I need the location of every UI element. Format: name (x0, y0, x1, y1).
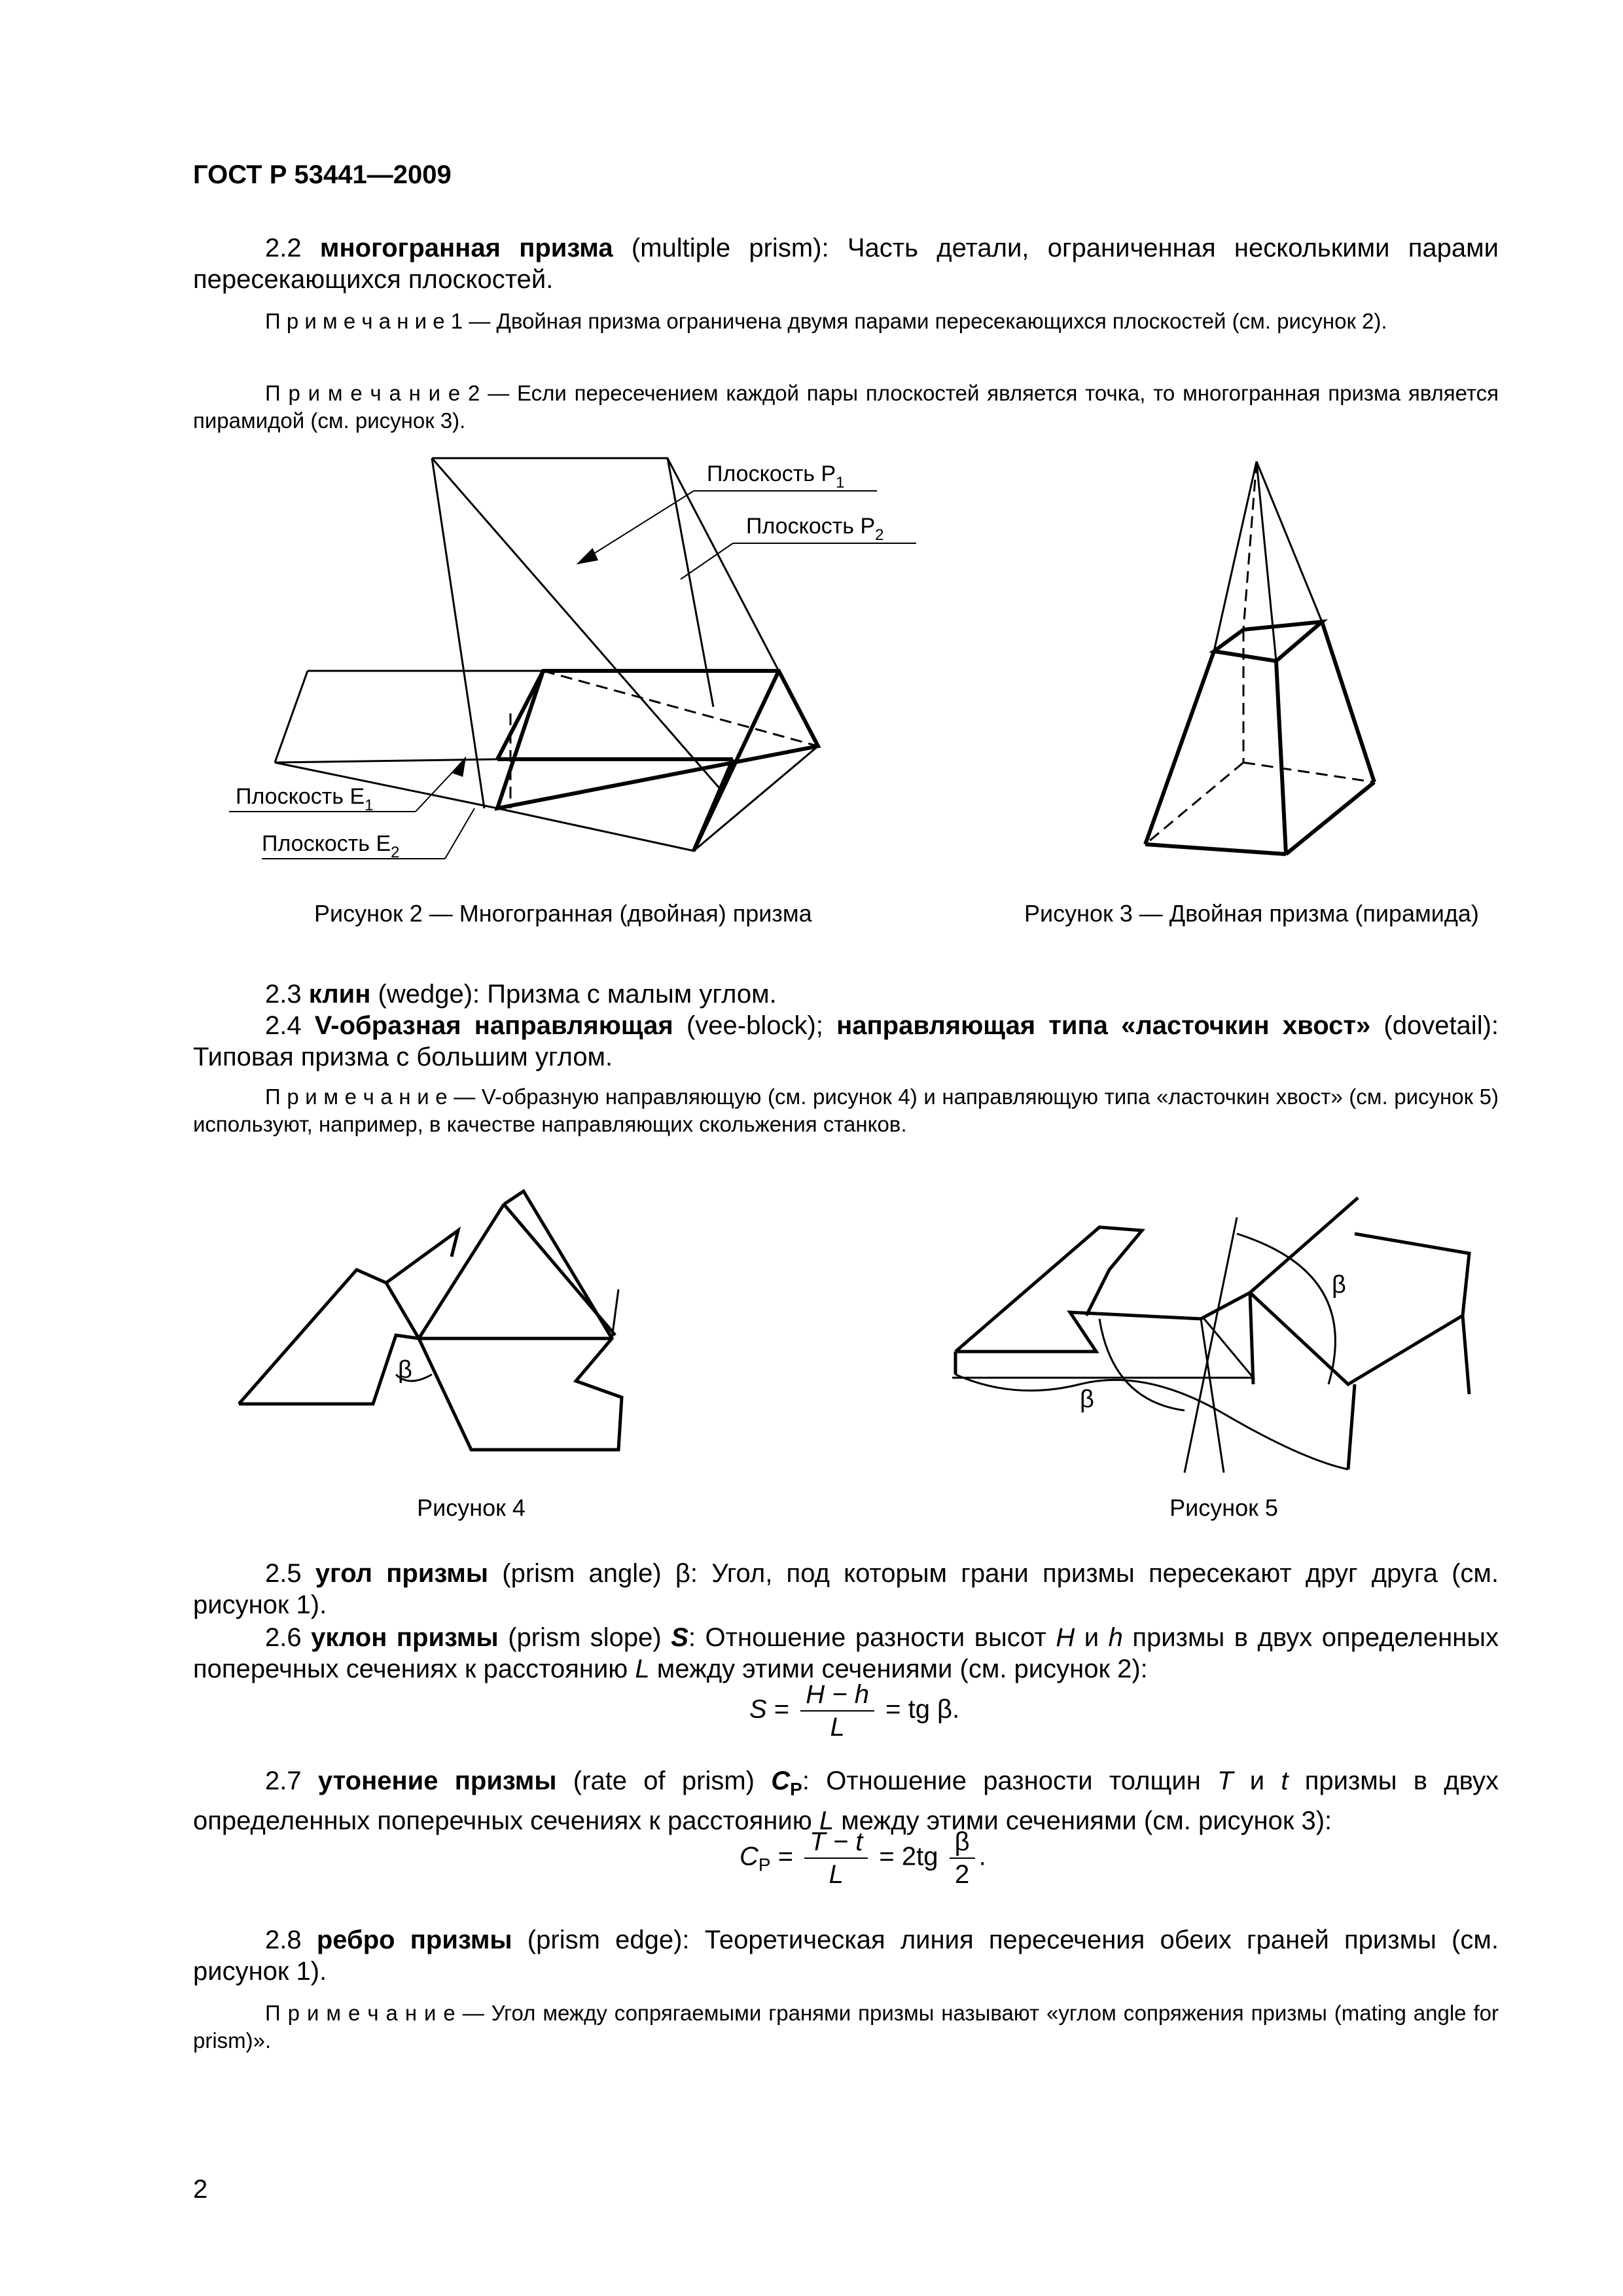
term: клин (308, 980, 371, 1009)
clause-text: (prism edge): Теоретическая линия пересечения обеих граней призмы (см. рисунок 1). (193, 1926, 1499, 1986)
figure-5-beta-1: β (1080, 1386, 1094, 1413)
figure-2 (223, 445, 942, 890)
figure-5-beta-2: β (1332, 1271, 1346, 1299)
note-label: П р и м е ч а н и е (265, 2001, 455, 2025)
clause-number: 2.6 (265, 1623, 302, 1652)
clause-2-8 (193, 1924, 1499, 1987)
label-plane-e2: Плоскость $E_2$ (262, 831, 400, 861)
label-plane-p1: Плоскость $P_1$ (707, 461, 845, 492)
fraction: $\frac{T - t}{L}$ (804, 1826, 868, 1890)
note-2 (193, 380, 1499, 435)
term: уклон призмы (311, 1623, 499, 1652)
note-label: П р и м е ч а н и е (265, 381, 461, 405)
term: многогранная призма (319, 234, 613, 262)
fraction: $\frac{H - h}{L}$ (800, 1679, 874, 1743)
clause-2-2 (193, 232, 1499, 295)
document-header: ГОСТ Р 53441—2009 (193, 160, 452, 189)
clause-text: (dovetail): Типовая призма с большим углом. (193, 1011, 1499, 1071)
figure-4-caption: Рисунок 4 (417, 1494, 526, 1521)
label-plane-p2: Плоскость $P_2$ (746, 514, 884, 544)
figure-2-drawing (223, 445, 942, 890)
note-label: П р и м е ч а н и е (265, 1085, 448, 1109)
figure-4 (236, 1178, 641, 1466)
figure-5-drawing (949, 1158, 1486, 1479)
clause-text: (wedge): Призма с малым углом. (370, 980, 777, 1009)
figure-5-caption: Рисунок 5 (1169, 1494, 1278, 1521)
clause-number: 2.8 (265, 1926, 302, 1954)
clause-2-4: 2.4 V-образная направляющая (vee-block); направляющая типа «ласточкин хвост» (dovetail): Типовая призма с большим углом. (193, 1011, 1499, 1071)
page-number: 2 (193, 2175, 208, 2204)
note-1 (193, 308, 1499, 335)
note-text: 2 — Если пересечением каждой пары плоскостей является точка, то многогранная призма является пирамидой (см. рисунок 3). (193, 381, 1499, 433)
note-4 (193, 2000, 1499, 2054)
clause-number: 2.5 (265, 1559, 302, 1588)
figure-3-caption: Рисунок 3 — Двойная призма (пирамида) (1024, 900, 1479, 927)
formula-rate: $C_P$ = $\frac{T - t}{L}$ = 2tg $\frac{\beta}{2}$ . (740, 1827, 986, 1889)
note-text: — V-образную направляющую (см. рисунок 4) и направляющую типа «ласточкин хвост» (см. рисунок 5) используют, например, в качестве направляющих скольжения станков. (193, 1085, 1499, 1136)
clause-text: (prism angle) β: Угол, под которым грани призмы пересекают друг друга (см. рисунок 1). (193, 1559, 1499, 1619)
label-plane-e1: Плоскость $E_1$ (236, 784, 374, 814)
term: ребро призмы (316, 1926, 512, 1954)
note-text: 1 — Двойная призма ограничена двумя парами пересекающихся плоскостей (см. рисунок 2). (444, 309, 1387, 333)
fraction: $\frac{\beta}{2}$ (950, 1826, 975, 1890)
figure-4-beta: β (398, 1356, 412, 1384)
figure-4-drawing (236, 1178, 641, 1466)
clause-2-5 (193, 1558, 1499, 1621)
clause-2-7: 2.7 утонение призмы (rate of prism) $C_P$: Отношение разности толщин T и t призмы в двух определенных поперечных сечениях к расстоянию L между этими сечениями (см. рисунок 3): (193, 1767, 1499, 1835)
formula-slope: S = $\frac{H - h}{L}$ = tg β. (749, 1680, 960, 1742)
note-3 (193, 1083, 1499, 1138)
term: угол призмы (315, 1559, 489, 1588)
figure-2-caption: Рисунок 2 — Многогранная (двойная) призма (314, 900, 812, 927)
clause-2-3 (193, 978, 1499, 1010)
clause-number: 2.7 (265, 1767, 302, 1795)
clause-2-6: 2.6 уклон призмы (prism slope) S: Отношение разности высот H и h призмы в двух определенных поперечных сечениях к расстоянию L между этими сечениями (см. рисунок 2): (193, 1623, 1499, 1683)
symbol-s: S (671, 1623, 688, 1652)
term: утонение призмы (317, 1767, 557, 1795)
clause-number: 2.4 (265, 1011, 302, 1040)
note-label: П р и м е ч а н и е (265, 309, 445, 333)
figure-5 (949, 1158, 1486, 1479)
term: направляющая типа «ласточкин хвост» (836, 1011, 1371, 1040)
figure-3-drawing (1139, 452, 1400, 870)
figure-3 (1139, 452, 1400, 870)
clause-number: 2.3 (265, 980, 302, 1009)
clause-number: 2.2 (265, 234, 302, 262)
term: V-образная направляющая (314, 1011, 673, 1040)
note-text: — Угол между сопрягаемыми гранями призмы называют «углом сопряжения призмы (mating angle for prism)». (193, 2001, 1499, 2053)
clause-text: (multiple prism): Часть детали, ограниченная несколькими парами пересекающихся плоскостей. (193, 234, 1499, 294)
